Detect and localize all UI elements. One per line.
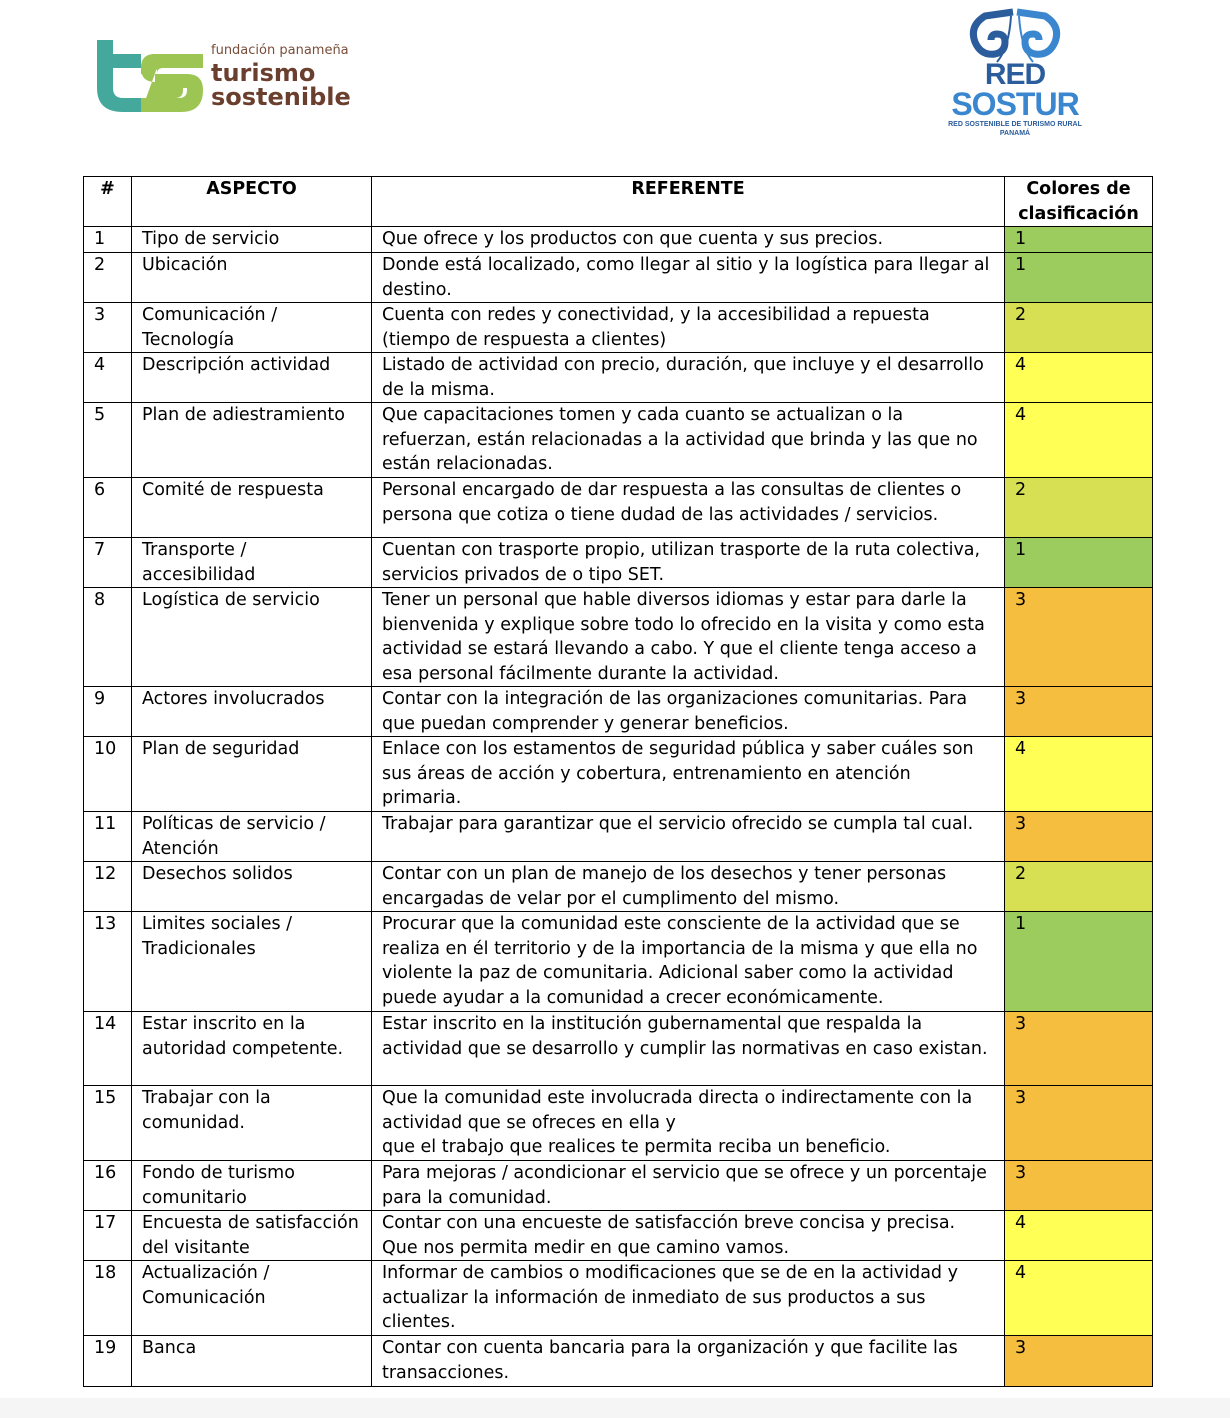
table-row — [84, 912, 1153, 1012]
row-aspect: Logística de servicio — [132, 588, 372, 687]
row-aspect: Estar inscrito en la autoridad competente. — [132, 1012, 372, 1086]
row-referent: Trabajar para garantizar que el servicio ofrecido se cumpla tal cual. — [372, 812, 1005, 862]
row-classification: 4 — [1005, 1211, 1153, 1261]
logo-brand-line2: sostenible — [211, 83, 351, 111]
logo-title-sostur: SOSTUR — [951, 86, 1079, 122]
table-row — [84, 353, 1153, 403]
row-aspect: Transporte / accesibilidad — [132, 538, 372, 588]
table-row — [84, 227, 1153, 253]
column-header-aspect: ASPECTO — [132, 177, 372, 227]
row-referent: Que ofrece y los productos con que cuenta y sus precios. — [372, 227, 1005, 253]
logo-subtitle: RED SOSTENIBLE DE TURISMO RURAL — [948, 121, 1082, 128]
referent-line: Que la comunidad este involucrada directa o indirectamente con la actividad que se ofreces en ella y — [382, 1088, 973, 1133]
row-aspect: Actores involucrados — [132, 687, 372, 737]
table-row — [84, 1012, 1153, 1086]
row-referent: Cuenta con redes y conectividad, y la accesibilidad a repuesta (tiempo de respuesta a clientes) — [372, 303, 1005, 353]
table-row — [84, 253, 1153, 303]
row-referent: Estar inscrito en la institución gubernamental que respalda la actividad que se desarrollo y cumplir las normativas en caso existan. — [372, 1012, 1005, 1086]
row-referent: Tener un personal que hable diversos idiomas y estar para darle la bienvenida y explique sobre todo lo ofrecido en la visita y como esta actividad se estará llevando a cabo. Y que el cliente tenga acceso a esa personal fácilmente durante la actividad. — [372, 588, 1005, 687]
row-number: 11 — [84, 812, 132, 862]
row-number: 13 — [84, 912, 132, 1012]
row-classification: 3 — [1005, 588, 1153, 687]
row-number: 15 — [84, 1086, 132, 1161]
row-classification: 1 — [1005, 912, 1153, 1012]
row-aspect: Desechos solidos — [132, 862, 372, 912]
row-number: 4 — [84, 353, 132, 403]
row-classification: 3 — [1005, 812, 1153, 862]
column-header-classification: Colores de clasificación — [1005, 177, 1153, 227]
table-row — [84, 403, 1153, 478]
row-number: 5 — [84, 403, 132, 478]
row-number: 17 — [84, 1211, 132, 1261]
row-classification: 2 — [1005, 303, 1153, 353]
logo-tagline: fundación panameña — [211, 43, 349, 58]
row-aspect: Ubicación — [132, 253, 372, 303]
table-row — [84, 588, 1153, 687]
row-classification: 3 — [1005, 1161, 1153, 1211]
table-row — [84, 538, 1153, 588]
row-aspect: Comunicación / Tecnología — [132, 303, 372, 353]
page-bottom-edge — [0, 1398, 1230, 1418]
row-classification: 4 — [1005, 403, 1153, 478]
row-number: 2 — [84, 253, 132, 303]
row-number: 1 — [84, 227, 132, 253]
row-aspect: Tipo de servicio — [132, 227, 372, 253]
table-row — [84, 737, 1153, 812]
row-referent: Contar con cuenta bancaria para la organización y que facilite las transacciones. — [372, 1336, 1005, 1387]
row-aspect: Plan de seguridad — [132, 737, 372, 812]
red-sostur-logo — [940, 8, 1090, 138]
row-referent: Que capacitaciones tomen y cada cuanto se actualizan o la refuerzan, están relacionadas a la actividad que brinda y las que no están relacionadas. — [372, 403, 1005, 478]
row-number: 10 — [84, 737, 132, 812]
table-row — [84, 862, 1153, 912]
row-referent: Informar de cambios o modificaciones que se de en la actividad y actualizar la información de inmediato de sus productos a sus clientes. — [372, 1261, 1005, 1336]
row-referent: Cuentan con trasporte propio, utilizan trasporte de la ruta colectiva, servicios privados de o tipo SET. — [372, 538, 1005, 588]
row-aspect: Actualización / Comunicación — [132, 1261, 372, 1336]
row-number: 16 — [84, 1161, 132, 1211]
classification-table — [83, 176, 1153, 1387]
column-header-number: # — [84, 177, 132, 227]
table-row — [84, 1261, 1153, 1336]
table-body — [84, 227, 1153, 1387]
logo-country: PANAMÁ — [999, 130, 1031, 137]
spiral-emblem-icon — [965, 8, 1065, 64]
row-aspect: Limites sociales / Tradicionales — [132, 912, 372, 1012]
row-referent: Personal encargado de dar respuesta a las consultas de clientes o persona que cotiza o tiene dudad de las actividades / servicios. — [372, 478, 1005, 538]
ts-logo-icon — [95, 38, 205, 114]
row-aspect: Comité de respuesta — [132, 478, 372, 538]
row-aspect: Fondo de turismo comunitario — [132, 1161, 372, 1211]
row-classification: 4 — [1005, 353, 1153, 403]
table-row — [84, 1086, 1153, 1161]
referent-line: que el trabajo que realices te permita reciba un beneficio. — [382, 1137, 891, 1157]
row-referent: Enlace con los estamentos de seguridad pública y saber cuáles son sus áreas de acción y cobertura, entrenamiento en atención primaria. — [372, 737, 1005, 812]
row-number: 8 — [84, 588, 132, 687]
row-aspect: Trabajar con la comunidad. — [132, 1086, 372, 1161]
row-referent: Contar con un plan de manejo de los desechos y tener personas encargadas de velar por el cumplimento del mismo. — [372, 862, 1005, 912]
row-classification: 2 — [1005, 478, 1153, 538]
row-aspect: Descripción actividad — [132, 353, 372, 403]
row-referent: Donde está localizado, como llegar al sitio y la logística para llegar al destino. — [372, 253, 1005, 303]
row-referent: Contar con una encueste de satisfacción breve concisa y precisa. Que nos permita medir en que camino vamos. — [372, 1211, 1005, 1261]
row-classification: 3 — [1005, 1012, 1153, 1086]
row-referent: Contar con la integración de las organizaciones comunitarias. Para que puedan comprender y generar beneficios. — [372, 687, 1005, 737]
row-classification: 1 — [1005, 538, 1153, 588]
table-header-row — [84, 177, 1153, 227]
row-referent: Procurar que la comunidad este consciente de la actividad que se realiza en él territorio y de la importancia de la misma y que ella no violente la paz de comunitaria. Adicional saber como la actividad puede ayudar a la comunidad a crecer económicamente. — [372, 912, 1005, 1012]
table-row — [84, 1211, 1153, 1261]
row-aspect: Políticas de servicio / Atención — [132, 812, 372, 862]
row-number: 3 — [84, 303, 132, 353]
row-classification: 1 — [1005, 253, 1153, 303]
row-referent: Listado de actividad con precio, duración, que incluye y el desarrollo de la misma. — [372, 353, 1005, 403]
row-number: 18 — [84, 1261, 132, 1336]
row-classification: 3 — [1005, 687, 1153, 737]
row-aspect: Banca — [132, 1336, 372, 1387]
row-classification: 3 — [1005, 1086, 1153, 1161]
table-row — [84, 687, 1153, 737]
table-row — [84, 1161, 1153, 1211]
row-referent: Para mejoras / acondicionar el servicio que se ofrece y un porcentaje para la comunidad. — [372, 1161, 1005, 1211]
row-number: 6 — [84, 478, 132, 538]
row-number: 12 — [84, 862, 132, 912]
table-row — [84, 812, 1153, 862]
logo-brand-line1: turismo — [211, 59, 316, 87]
row-aspect: Plan de adiestramiento — [132, 403, 372, 478]
row-number: 7 — [84, 538, 132, 588]
row-classification: 4 — [1005, 737, 1153, 812]
fundacion-turismo-sostenible-logo — [95, 38, 355, 116]
row-aspect: Encuesta de satisfacción del visitante — [132, 1211, 372, 1261]
logo-title-red: RED — [984, 58, 1046, 91]
row-classification: 3 — [1005, 1336, 1153, 1387]
row-classification: 4 — [1005, 1261, 1153, 1336]
row-number: 19 — [84, 1336, 132, 1387]
row-referent — [372, 1086, 1005, 1161]
table-row — [84, 303, 1153, 353]
table-row — [84, 1336, 1153, 1387]
table-row — [84, 478, 1153, 538]
row-number: 14 — [84, 1012, 132, 1086]
row-classification: 2 — [1005, 862, 1153, 912]
row-number: 9 — [84, 687, 132, 737]
column-header-referent: REFERENTE — [372, 177, 1005, 227]
row-classification: 1 — [1005, 227, 1153, 253]
